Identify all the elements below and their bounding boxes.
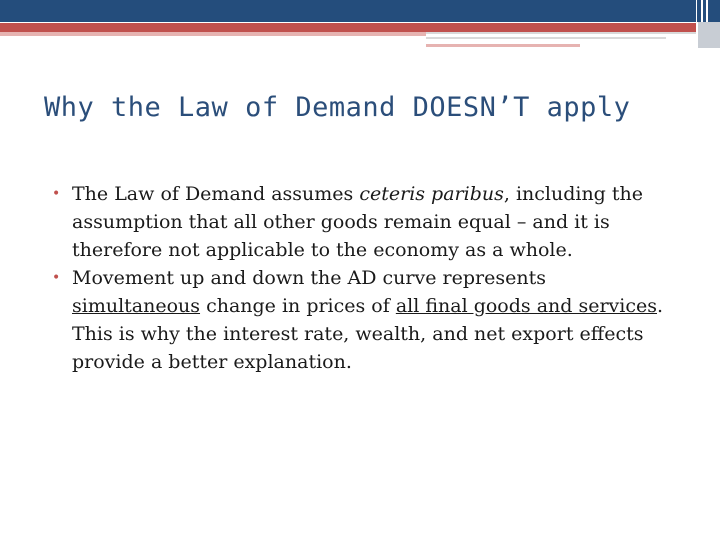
top-blue-bar-segment xyxy=(703,0,706,22)
bullet-text-italic: ceteris paribus xyxy=(359,183,504,205)
bullet-text-underlined: all final goods and services xyxy=(395,295,657,317)
top-red-bar xyxy=(0,23,696,32)
bullet-text: The Law of Demand assumes xyxy=(72,183,360,205)
bullet-item xyxy=(52,180,672,264)
bullet-text: Movement up and down the AD curve represents xyxy=(72,267,546,289)
bullet-list xyxy=(52,180,672,376)
top-blue-bar xyxy=(0,0,696,22)
top-blue-bar-segment xyxy=(708,0,720,22)
bullet-text: . This is why the interest rate, wealth, and net export effects provide a better explanation. xyxy=(72,295,664,373)
bullet-text-underlined: simultaneous xyxy=(72,295,201,317)
top-light-red-bar xyxy=(0,32,426,36)
bullet-text: , including the assumption that all other goods remain equal – and it is therefore not applicable to the economy as a whole. xyxy=(72,183,644,261)
top-grey-block xyxy=(698,22,720,48)
slide-title: Why the Law of Demand DOESN’T apply xyxy=(44,92,631,123)
top-blue-bar-segment xyxy=(697,0,701,22)
bullet-icon: • xyxy=(52,270,61,286)
top-thin-line xyxy=(426,32,696,34)
bullet-item xyxy=(52,264,672,376)
bullet-icon: • xyxy=(52,186,61,202)
top-thin-line xyxy=(426,44,580,47)
bullet-text: change in prices of xyxy=(200,295,396,317)
top-thin-line xyxy=(426,37,666,39)
